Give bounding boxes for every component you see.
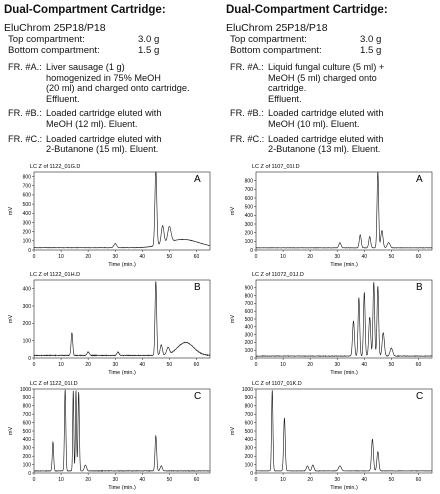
y-axis-label: mV — [230, 314, 236, 324]
bottom-compartment-label: Bottom compartment: — [230, 45, 322, 56]
fraction-text: Loaded cartridge eluted with MeOH (12 ml). Eluent. — [46, 108, 162, 129]
x-tick-label: 40 — [139, 477, 146, 483]
y-tick-label: 400 — [22, 437, 31, 444]
y-tick-label: 900 — [22, 395, 31, 402]
x-axis-label: Time (min.) — [108, 485, 136, 491]
x-tick-label: 40 — [361, 362, 368, 368]
x-tick-label: 50 — [166, 477, 173, 483]
y-tick-label: 0 — [250, 247, 253, 254]
x-tick-label: 10 — [280, 254, 286, 260]
y-tick-label: 200 — [244, 230, 253, 237]
y-tick-label: 600 — [244, 195, 253, 202]
x-tick-label: 40 — [139, 254, 146, 260]
chromatogram-trace — [256, 172, 432, 248]
plot-frame — [34, 389, 210, 473]
y-tick-label: 600 — [244, 309, 253, 315]
panel-letter: B — [416, 282, 423, 293]
x-tick-label: 40 — [361, 254, 368, 260]
chart-header: LC Z of 1107_01K.D — [252, 381, 302, 387]
x-tick-label: 60 — [415, 362, 422, 368]
x-tick-label: 60 — [415, 254, 422, 260]
fraction-text: Loaded cartridge eluted with MeOH (10 ml). Eluent. — [268, 108, 384, 129]
x-tick-label: 50 — [166, 254, 173, 260]
y-tick-label: 800 — [22, 403, 31, 410]
y-tick-label: 300 — [22, 445, 31, 452]
y-tick-label: 500 — [244, 428, 253, 435]
x-tick-label: 0 — [32, 362, 36, 368]
y-tick-label: 800 — [244, 403, 253, 410]
x-tick-label: 0 — [254, 362, 258, 368]
x-tick-label: 30 — [112, 254, 119, 260]
y-tick-label: 0 — [250, 355, 253, 362]
chromatogram-right-b — [226, 268, 438, 376]
y-tick-label: 100 — [22, 462, 31, 469]
fraction-a — [226, 62, 438, 104]
panel-letter: C — [416, 391, 424, 402]
y-axis-label: mV — [8, 314, 14, 324]
top-compartment-value: 3.0 g — [360, 34, 382, 45]
fraction-text: Loaded cartridge eluted with 2-Butanone (15 ml). Eluent. — [46, 133, 162, 155]
y-tick-label: 100 — [22, 238, 31, 245]
y-tick-label: 0 — [28, 355, 31, 362]
y-tick-label: 400 — [22, 211, 31, 218]
y-tick-label: 500 — [244, 204, 253, 211]
x-tick-label: 20 — [307, 254, 313, 260]
x-tick-label: 20 — [85, 254, 91, 260]
x-tick-label: 10 — [58, 362, 64, 368]
y-tick-label: 500 — [22, 201, 31, 208]
y-tick-label: 400 — [22, 286, 31, 293]
plot-frame — [34, 280, 210, 358]
x-tick-label: 0 — [254, 254, 258, 260]
y-tick-label: 700 — [244, 187, 253, 194]
top-compartment-label: Top compartment: — [8, 34, 85, 45]
fraction-label: FR. #A.: — [230, 62, 264, 72]
fraction-a — [4, 62, 216, 104]
x-tick-label: 30 — [112, 362, 119, 368]
x-axis-label: Time (min.) — [108, 262, 136, 268]
plot-frame — [256, 172, 432, 250]
x-tick-label: 40 — [139, 362, 146, 368]
y-axis-label: mV — [8, 426, 14, 436]
y-tick-label: 300 — [244, 221, 253, 228]
x-tick-label: 10 — [280, 362, 286, 368]
y-tick-label: 200 — [244, 454, 253, 460]
y-tick-label: 900 — [244, 285, 253, 292]
x-tick-label: 50 — [388, 254, 395, 260]
x-tick-label: 30 — [112, 477, 119, 483]
right-column — [226, 0, 438, 491]
chromatogram-trace — [256, 390, 432, 471]
x-tick-label: 30 — [334, 254, 341, 260]
column-subtitle: EluChrom 25P18/P18 — [226, 22, 328, 34]
x-tick-label: 20 — [307, 362, 313, 368]
x-tick-label: 0 — [32, 254, 36, 260]
panel-letter: C — [194, 391, 202, 402]
x-tick-label: 20 — [85, 477, 91, 483]
y-tick-label: 700 — [22, 412, 31, 418]
y-tick-label: 1000 — [241, 386, 253, 393]
y-axis-label: mV — [230, 206, 236, 216]
fraction-label: FR. #C.: — [8, 133, 43, 144]
chromatogram-trace — [256, 282, 432, 356]
chromatogram-trace — [34, 389, 210, 471]
x-tick-label: 20 — [307, 477, 313, 483]
y-tick-label: 800 — [244, 178, 253, 185]
plot-frame — [256, 280, 432, 358]
plot-frame — [34, 172, 210, 250]
fraction-text: Liquid fungal culture (5 ml) + MeOH (5 ml) charged onto cartridge. Effluent. — [268, 62, 385, 104]
y-tick-label: 600 — [22, 420, 31, 427]
y-tick-label: 400 — [244, 213, 253, 220]
x-tick-label: 0 — [254, 477, 258, 483]
y-tick-label: 100 — [22, 338, 31, 345]
chromatogram-right-a — [226, 160, 438, 268]
chart-header: LC Z of 1107_01I.D — [252, 164, 300, 170]
bottom-compartment-value: 1.5 g — [138, 45, 160, 56]
x-axis-label: Time (min.) — [330, 262, 358, 268]
fraction-label: FR. #B.: — [230, 108, 264, 119]
y-tick-label: 200 — [22, 229, 31, 236]
y-tick-label: 800 — [244, 293, 253, 300]
chromatogram-trace — [34, 282, 210, 356]
chart-header: LC Z of 1122_01G.D — [30, 164, 81, 170]
y-tick-label: 900 — [244, 395, 253, 402]
chromatogram-trace — [34, 172, 210, 248]
panel-letter: B — [194, 282, 201, 293]
x-tick-label: 50 — [166, 362, 173, 368]
y-tick-label: 700 — [244, 301, 253, 308]
top-compartment-row — [4, 34, 216, 45]
left-column — [4, 0, 216, 491]
y-tick-label: 800 — [22, 174, 31, 181]
x-tick-label: 0 — [32, 477, 36, 483]
y-tick-label: 700 — [244, 412, 253, 418]
x-tick-label: 50 — [388, 477, 395, 483]
chart-header: LC Z of 1122_01H.D — [30, 272, 81, 278]
x-tick-label: 30 — [334, 477, 341, 483]
x-tick-label: 60 — [193, 254, 200, 260]
x-tick-label: 60 — [193, 362, 200, 368]
chart-header: LC Z of 11072_01J.D — [252, 272, 304, 278]
x-axis-label: Time (min.) — [330, 370, 358, 376]
top-compartment-value: 3.0 g — [138, 34, 160, 45]
bottom-compartment-row — [226, 45, 438, 56]
y-tick-label: 200 — [22, 454, 31, 460]
column-title: Dual-Compartment Cartridge: — [4, 4, 166, 16]
fraction-label: FR. #A.: — [8, 62, 42, 72]
chromatogram-left-a — [4, 160, 216, 268]
x-tick-label: 30 — [334, 362, 341, 368]
x-tick-label: 10 — [58, 477, 64, 483]
y-tick-label: 300 — [244, 445, 253, 452]
y-tick-label: 100 — [244, 239, 253, 246]
y-tick-label: 500 — [244, 316, 253, 323]
x-tick-label: 10 — [280, 477, 286, 483]
y-tick-label: 0 — [28, 470, 31, 477]
panel-letter: A — [416, 174, 423, 185]
y-tick-label: 100 — [244, 462, 253, 469]
chromatogram-left-b — [4, 268, 216, 376]
y-tick-label: 300 — [22, 220, 31, 227]
panel-letter: A — [194, 174, 201, 185]
fraction-label: FR. #C.: — [230, 133, 265, 144]
y-axis-label: mV — [8, 206, 14, 216]
y-tick-label: 700 — [22, 183, 31, 190]
y-tick-label: 100 — [244, 348, 253, 354]
bottom-compartment-label: Bottom compartment: — [8, 45, 100, 56]
chromatogram-right-c — [226, 377, 438, 491]
y-tick-label: 200 — [244, 340, 253, 347]
column-title: Dual-Compartment Cartridge: — [226, 4, 388, 16]
x-tick-label: 10 — [58, 254, 64, 260]
y-tick-label: 600 — [22, 192, 31, 199]
plot-frame — [256, 389, 432, 473]
x-tick-label: 50 — [388, 362, 395, 368]
x-tick-label: 60 — [415, 477, 422, 483]
chromatogram-left-c — [4, 377, 216, 491]
column-subtitle: EluChrom 25P18/P18 — [4, 22, 106, 34]
y-tick-label: 300 — [22, 303, 31, 310]
y-tick-label: 1000 — [19, 386, 31, 393]
y-tick-label: 500 — [22, 428, 31, 435]
y-tick-label: 300 — [244, 332, 253, 339]
x-tick-label: 60 — [193, 477, 200, 483]
y-axis-label: mV — [230, 426, 236, 436]
x-tick-label: 40 — [361, 477, 368, 483]
fraction-c — [226, 134, 438, 155]
x-tick-label: 20 — [85, 362, 91, 368]
fraction-text: Loaded cartridge eluted with 2-Butanone (13 ml). Eluent. — [268, 133, 384, 155]
y-tick-label: 400 — [244, 324, 253, 331]
fraction-label: FR. #B.: — [8, 108, 42, 119]
y-tick-label: 0 — [28, 247, 31, 254]
x-axis-label: Time (min.) — [108, 370, 136, 376]
y-tick-label: 600 — [244, 420, 253, 427]
chart-header: LC Z of 1122_01I.D — [30, 381, 78, 387]
y-tick-label: 400 — [244, 437, 253, 444]
top-compartment-label: Top compartment: — [230, 34, 307, 45]
fraction-b — [4, 108, 216, 129]
y-tick-label: 0 — [250, 470, 253, 477]
y-tick-label: 200 — [22, 321, 31, 328]
fraction-text: Liver sausage (1 g) homogenized in 75% MeOH (20 ml) and charged onto cartridge. Effluent. — [46, 62, 190, 104]
x-axis-label: Time (min.) — [330, 485, 358, 491]
fraction-b — [226, 108, 438, 129]
fraction-c — [4, 134, 216, 155]
bottom-compartment-value: 1.5 g — [360, 45, 382, 56]
bottom-compartment-row — [4, 45, 216, 56]
top-compartment-row — [226, 34, 438, 45]
